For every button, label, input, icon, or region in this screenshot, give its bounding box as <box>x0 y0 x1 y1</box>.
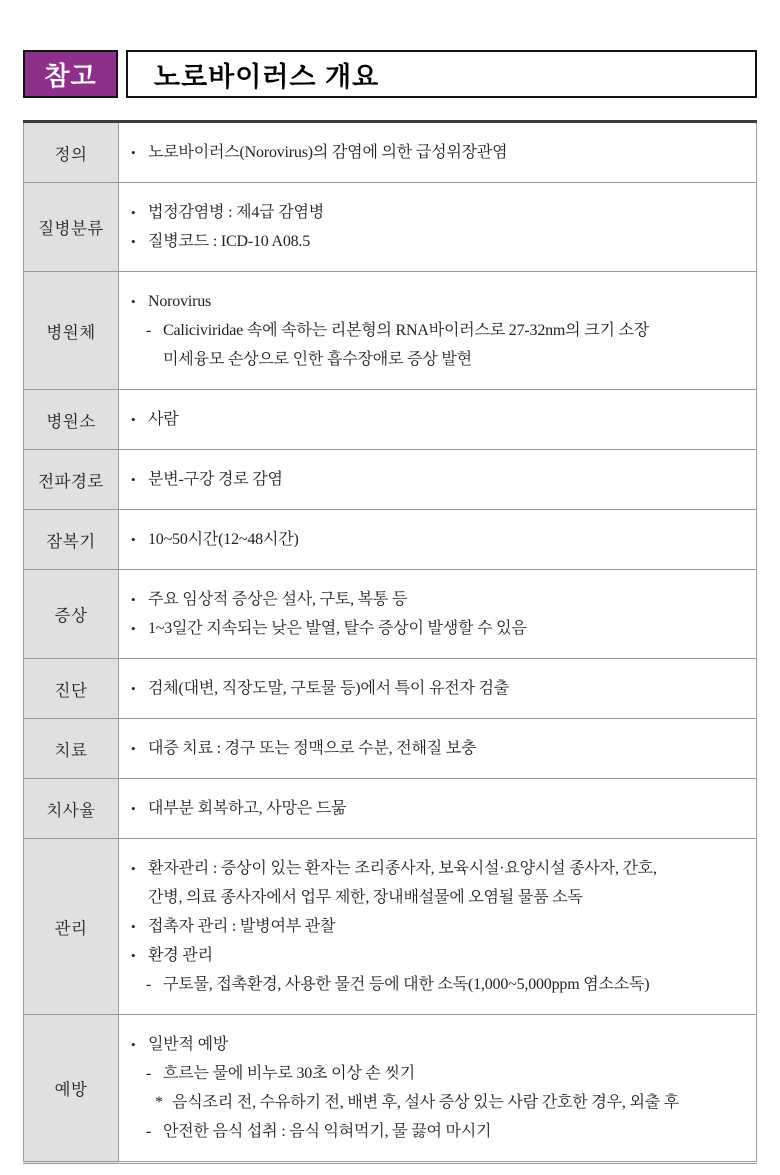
row-content <box>119 122 757 183</box>
reference-badge: 참고 <box>23 50 118 98</box>
content-line <box>131 794 748 823</box>
content-line <box>131 585 748 614</box>
line-text: 법정감염병 : 제4급 감염병 <box>148 204 325 221</box>
bullet-marker: • <box>131 145 136 160</box>
line-text: 검체(대변, 직장도말, 구토물 등)에서 특이 유전자 검출 <box>148 680 510 697</box>
line-text: 분변-구강 경로 감염 <box>148 471 283 488</box>
line-text: 1~3일간 지속되는 낮은 발열, 탈수 증상이 발생할 수 있음 <box>148 620 527 637</box>
row-content <box>119 390 757 450</box>
content-line <box>146 1059 748 1088</box>
row-label: 병원소 <box>24 390 119 450</box>
row-label: 질병분류 <box>24 183 119 272</box>
line-text: 일반적 예방 <box>148 1036 229 1053</box>
dash-marker: - <box>146 1065 152 1082</box>
content-line <box>131 734 748 763</box>
line-text: 대증 치료 : 경구 또는 정맥으로 수분, 전해질 보충 <box>148 740 477 757</box>
content-line <box>131 525 748 554</box>
bullet-marker: • <box>131 861 136 876</box>
table-row <box>24 510 757 570</box>
content-line <box>131 854 748 883</box>
bullet-marker: • <box>131 472 136 487</box>
table-row <box>24 570 757 659</box>
row-content <box>119 272 757 390</box>
bullet-marker: • <box>131 205 136 220</box>
line-text: 접촉자 관리 : 발병여부 관찰 <box>148 918 336 935</box>
line-text: 흐르는 물에 비누로 30초 이상 손 씻기 <box>163 1065 415 1082</box>
dash-marker: - <box>146 322 152 339</box>
content-line <box>146 345 748 374</box>
bullet-marker: • <box>131 919 136 934</box>
table-body <box>24 122 757 1163</box>
content-line <box>131 912 748 941</box>
dash-marker: - <box>146 976 152 993</box>
row-label: 전파경로 <box>24 450 119 510</box>
content-line <box>155 1088 748 1117</box>
row-label: 치사율 <box>24 779 119 839</box>
line-text: 대부분 회복하고, 사망은 드묾 <box>148 800 347 817</box>
row-content <box>119 779 757 839</box>
row-label: 정의 <box>24 122 119 183</box>
bullet-marker: • <box>131 294 136 309</box>
row-content <box>119 839 757 1015</box>
content-line <box>131 227 748 256</box>
bullet-marker: • <box>131 1037 136 1052</box>
row-content <box>119 570 757 659</box>
line-text: 노로바이러스(Norovirus)의 감염에 의한 급성위장관염 <box>148 144 508 161</box>
row-content <box>119 1015 757 1163</box>
table-row <box>24 779 757 839</box>
row-label: 증상 <box>24 570 119 659</box>
table-row <box>24 122 757 183</box>
content-line <box>131 138 748 167</box>
bullet-marker: • <box>131 948 136 963</box>
line-text: 환경 관리 <box>148 947 213 964</box>
content-line <box>131 674 748 703</box>
line-text: 환자관리 : 증상이 있는 환자는 조리종사자, 보육시설·요양시설 종사자, 간호, <box>148 860 657 877</box>
table-row <box>24 839 757 1015</box>
row-label: 진단 <box>24 659 119 719</box>
row-content <box>119 719 757 779</box>
line-text: 질병코드 : ICD-10 A08.5 <box>148 233 311 250</box>
norovirus-summary-table <box>23 120 757 1164</box>
page-title: 노로바이러스 개요 <box>154 61 380 92</box>
content-line <box>131 941 748 970</box>
bullet-marker: • <box>131 412 136 427</box>
content-line <box>131 198 748 227</box>
row-content <box>119 450 757 510</box>
star-marker: * <box>155 1094 163 1111</box>
line-text: 안전한 음식 섭취 : 음식 익혀먹기, 물 끓여 마시기 <box>163 1123 492 1140</box>
table-row <box>24 183 757 272</box>
row-content <box>119 183 757 272</box>
content-line <box>146 970 748 999</box>
line-text: 주요 임상적 증상은 설사, 구토, 복통 등 <box>148 591 408 608</box>
bullet-marker: • <box>131 741 136 756</box>
content-line <box>131 405 748 434</box>
title-box <box>126 50 757 98</box>
line-text: Norovirus <box>148 293 212 310</box>
bullet-marker: • <box>131 621 136 636</box>
line-text: 미세융모 손상으로 인한 흡수장애로 증상 발현 <box>163 351 472 368</box>
table-row <box>24 1015 757 1163</box>
content-line <box>131 614 748 643</box>
bullet-marker: • <box>131 801 136 816</box>
content-line <box>131 1030 748 1059</box>
table-row <box>24 659 757 719</box>
line-text: 간병, 의료 종사자에서 업무 제한, 장내배설물에 오염될 물품 소독 <box>148 889 583 906</box>
row-content <box>119 659 757 719</box>
bullet-marker: • <box>131 592 136 607</box>
document-header <box>23 50 757 98</box>
row-label: 관리 <box>24 839 119 1015</box>
content-line <box>131 883 748 912</box>
content-line <box>131 465 748 494</box>
content-line <box>146 1117 748 1146</box>
row-label: 치료 <box>24 719 119 779</box>
line-text: 구토물, 접촉환경, 사용한 물건 등에 대한 소독(1,000~5,000ppm 염소소독) <box>163 976 650 993</box>
row-label: 잠복기 <box>24 510 119 570</box>
line-text: 10~50시간(12~48시간) <box>148 531 299 548</box>
table-row <box>24 719 757 779</box>
bullet-marker: • <box>131 681 136 696</box>
line-text: Caliciviridae 속에 속하는 리본형의 RNA바이러스로 27-32nm의 크기 소장 <box>163 322 650 339</box>
dash-marker: - <box>146 1123 152 1140</box>
row-content <box>119 510 757 570</box>
line-text: 사람 <box>148 411 179 428</box>
content-line <box>146 316 748 345</box>
table-row <box>24 390 757 450</box>
table-row <box>24 450 757 510</box>
row-label: 병원체 <box>24 272 119 390</box>
line-text: 음식조리 전, 수유하기 전, 배변 후, 설사 증상 있는 사람 간호한 경우, 외출 후 <box>172 1094 680 1111</box>
content-line <box>131 287 748 316</box>
bullet-marker: • <box>131 234 136 249</box>
row-label: 예방 <box>24 1015 119 1163</box>
table-row <box>24 272 757 390</box>
bullet-marker: • <box>131 532 136 547</box>
